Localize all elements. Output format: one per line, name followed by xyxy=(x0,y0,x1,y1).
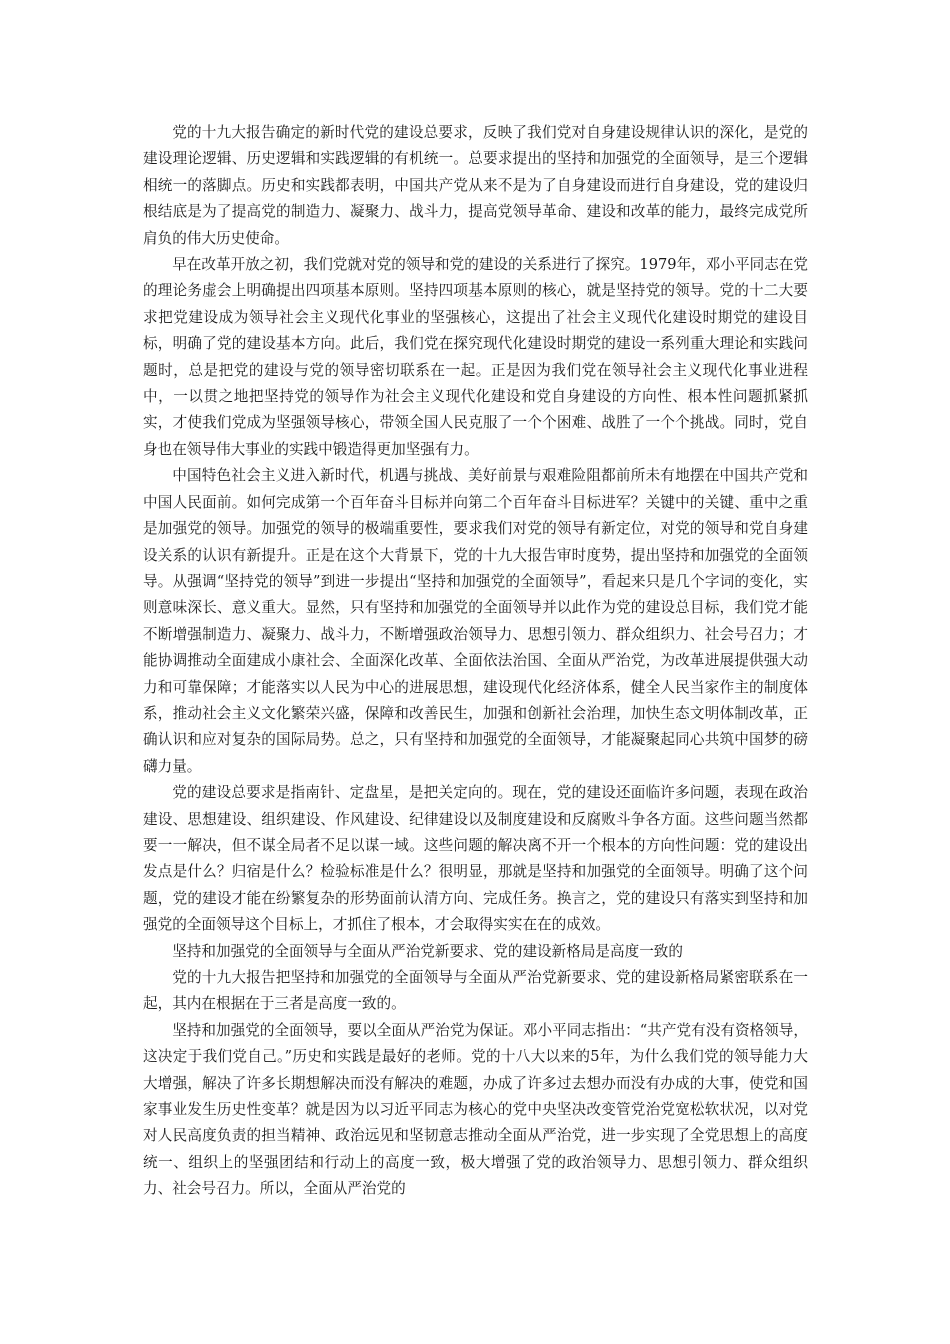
section-heading: 坚持和加强党的全面领导与全面从严治党新要求、党的建设新格局是高度一致的 xyxy=(172,942,683,960)
paragraph-3: 中国特色社会主义进入新时代，机遇与挑战、美好前景与艰难险阻都前所未有地摆在中国共产党和中国人民面前。如何完成第一个百年奋斗目标并向第二个百年奋斗目标进军？关键中的关键、重中之重是加强党的领导。加强党的领导的极端重要性，要求我们对党的领导有新定位，对党的领导和党自身建设关系的认识有新提升。正是在这个大背景下，党的十九大报告审时度势，提出坚持和加强党的全面领导。从强调“坚持党的领导”到进一步提出“坚持和加强党的全面领导”，看起来只是几个字词的变化，实则意味深长、意义重大。显然，只有坚持和加强党的全面领导并以此作为党的建设总目标，我们党才能不断增强制造力、凝聚力、战斗力，不断增强政治领导力、思想引领力、群众组织力、社会号召力；才能协调推动全面建成小康社会、全面深化改革、全面依法治国、全面从严治党，为改革进展提供强大动力和可靠保障；才能落实以人民为中心的进展思想，建设现代化经济体系，健全人民当家作主的制度体系，推动社会主义文化繁荣兴盛，保障和改善民生，加强和创新社会治理，加快生态文明体制改革，正确认识和应对复杂的国际局势。总之，只有坚持和加强党的全面领导，才能凝聚起同心共筑中国梦的磅礴力量。 xyxy=(143,467,808,775)
document-body xyxy=(143,120,808,1203)
paragraph-1: 党的十九大报告确定的新时代党的建设总要求，反映了我们党对自身建设规律认识的深化，是党的建设理论逻辑、历史逻辑和实践逻辑的有机统一。总要求提出的坚持和加强党的全面领导，是三个逻辑相统一的落脚点。历史和实践都表明，中国共产党从来不是为了自身建设而进行自身建设，党的建设归根结底是为了提高党的制造力、凝聚力、战斗力，提高党领导革命、建设和改革的能力，最终完成党所肩负的伟大历史使命。 xyxy=(143,124,808,247)
paragraph-2: 早在改革开放之初，我们党就对党的领导和党的建设的关系进行了探究。1979年，邓小平同志在党的理论务虚会上明确提出四项基本原则。坚持四项基本原则的核心，就是坚持党的领导。党的十二大要求把党建设成为领导社会主义现代化事业的坚强核心，这提出了社会主义现代化建设时期党的建设目标，明确了党的建设基本方向。此后，我们党在探究现代化建设时期党的建设一系列重大理论和实践问题时，总是把党的建设与党的领导密切联系在一起。正是因为我们党在领导社会主义现代化事业进程中，一以贯之地把坚持党的领导作为社会主义现代化建设和党自身建设的方向性、根本性问题抓紧抓实，才使我们党成为坚强领导核心，带领全国人民克服了一个个困难、战胜了一个个挑战。同时，党自身也在领导伟大事业的实践中锻造得更加坚强有力。 xyxy=(143,256,808,458)
paragraph-4: 党的建设总要求是指南针、定盘星，是把关定向的。现在，党的建设还面临许多问题，表现在政治建设、思想建设、组织建设、作风建设、纪律建设以及制度建设和反腐败斗争各方面。这些问题当然都要一一解决，但不谋全局者不足以谋一域。这些问题的解决离不开一个根本的方向性问题：党的建设出发点是什么？归宿是什么？检验标准是什么？很明显，那就是坚持和加强党的全面领导。明确了这个问题，党的建设才能在纷繁复杂的形势面前认清方向、完成任务。换言之，党的建设只有落实到坚持和加强党的全面领导这个目标上，才抓住了根本，才会取得实实在在的成效。 xyxy=(143,784,808,934)
paragraph-7: 坚持和加强党的全面领导，要以全面从严治党为保证。邓小平同志指出：“共产党有没有资格领导，这决定于我们党自己。”历史和实践是最好的老师。党的十八大以来的5年，为什么我们党的领导能力大大增强，解决了许多长期想解决而没有解决的难题，办成了许多过去想办而没有办成的大事，使党和国家事业发生历史性变革？就是因为以习近平同志为核心的党中央坚决改变管党治党宽松软状况，以对党对人民高度负责的担当精神、政治远见和坚韧意志推动全面从严治党，进一步实现了全党思想上的高度统一、组织上的坚强团结和行动上的高度一致，极大增强了党的政治领导力、思想引领力、群众组织力、社会号召力。所以，全面从严治党的 xyxy=(143,1021,808,1198)
paragraph-6: 党的十九大报告把坚持和加强党的全面领导与全面从严治党新要求、党的建设新格局紧密联系在一起，其内在根据在于三者是高度一致的。 xyxy=(143,969,808,1013)
